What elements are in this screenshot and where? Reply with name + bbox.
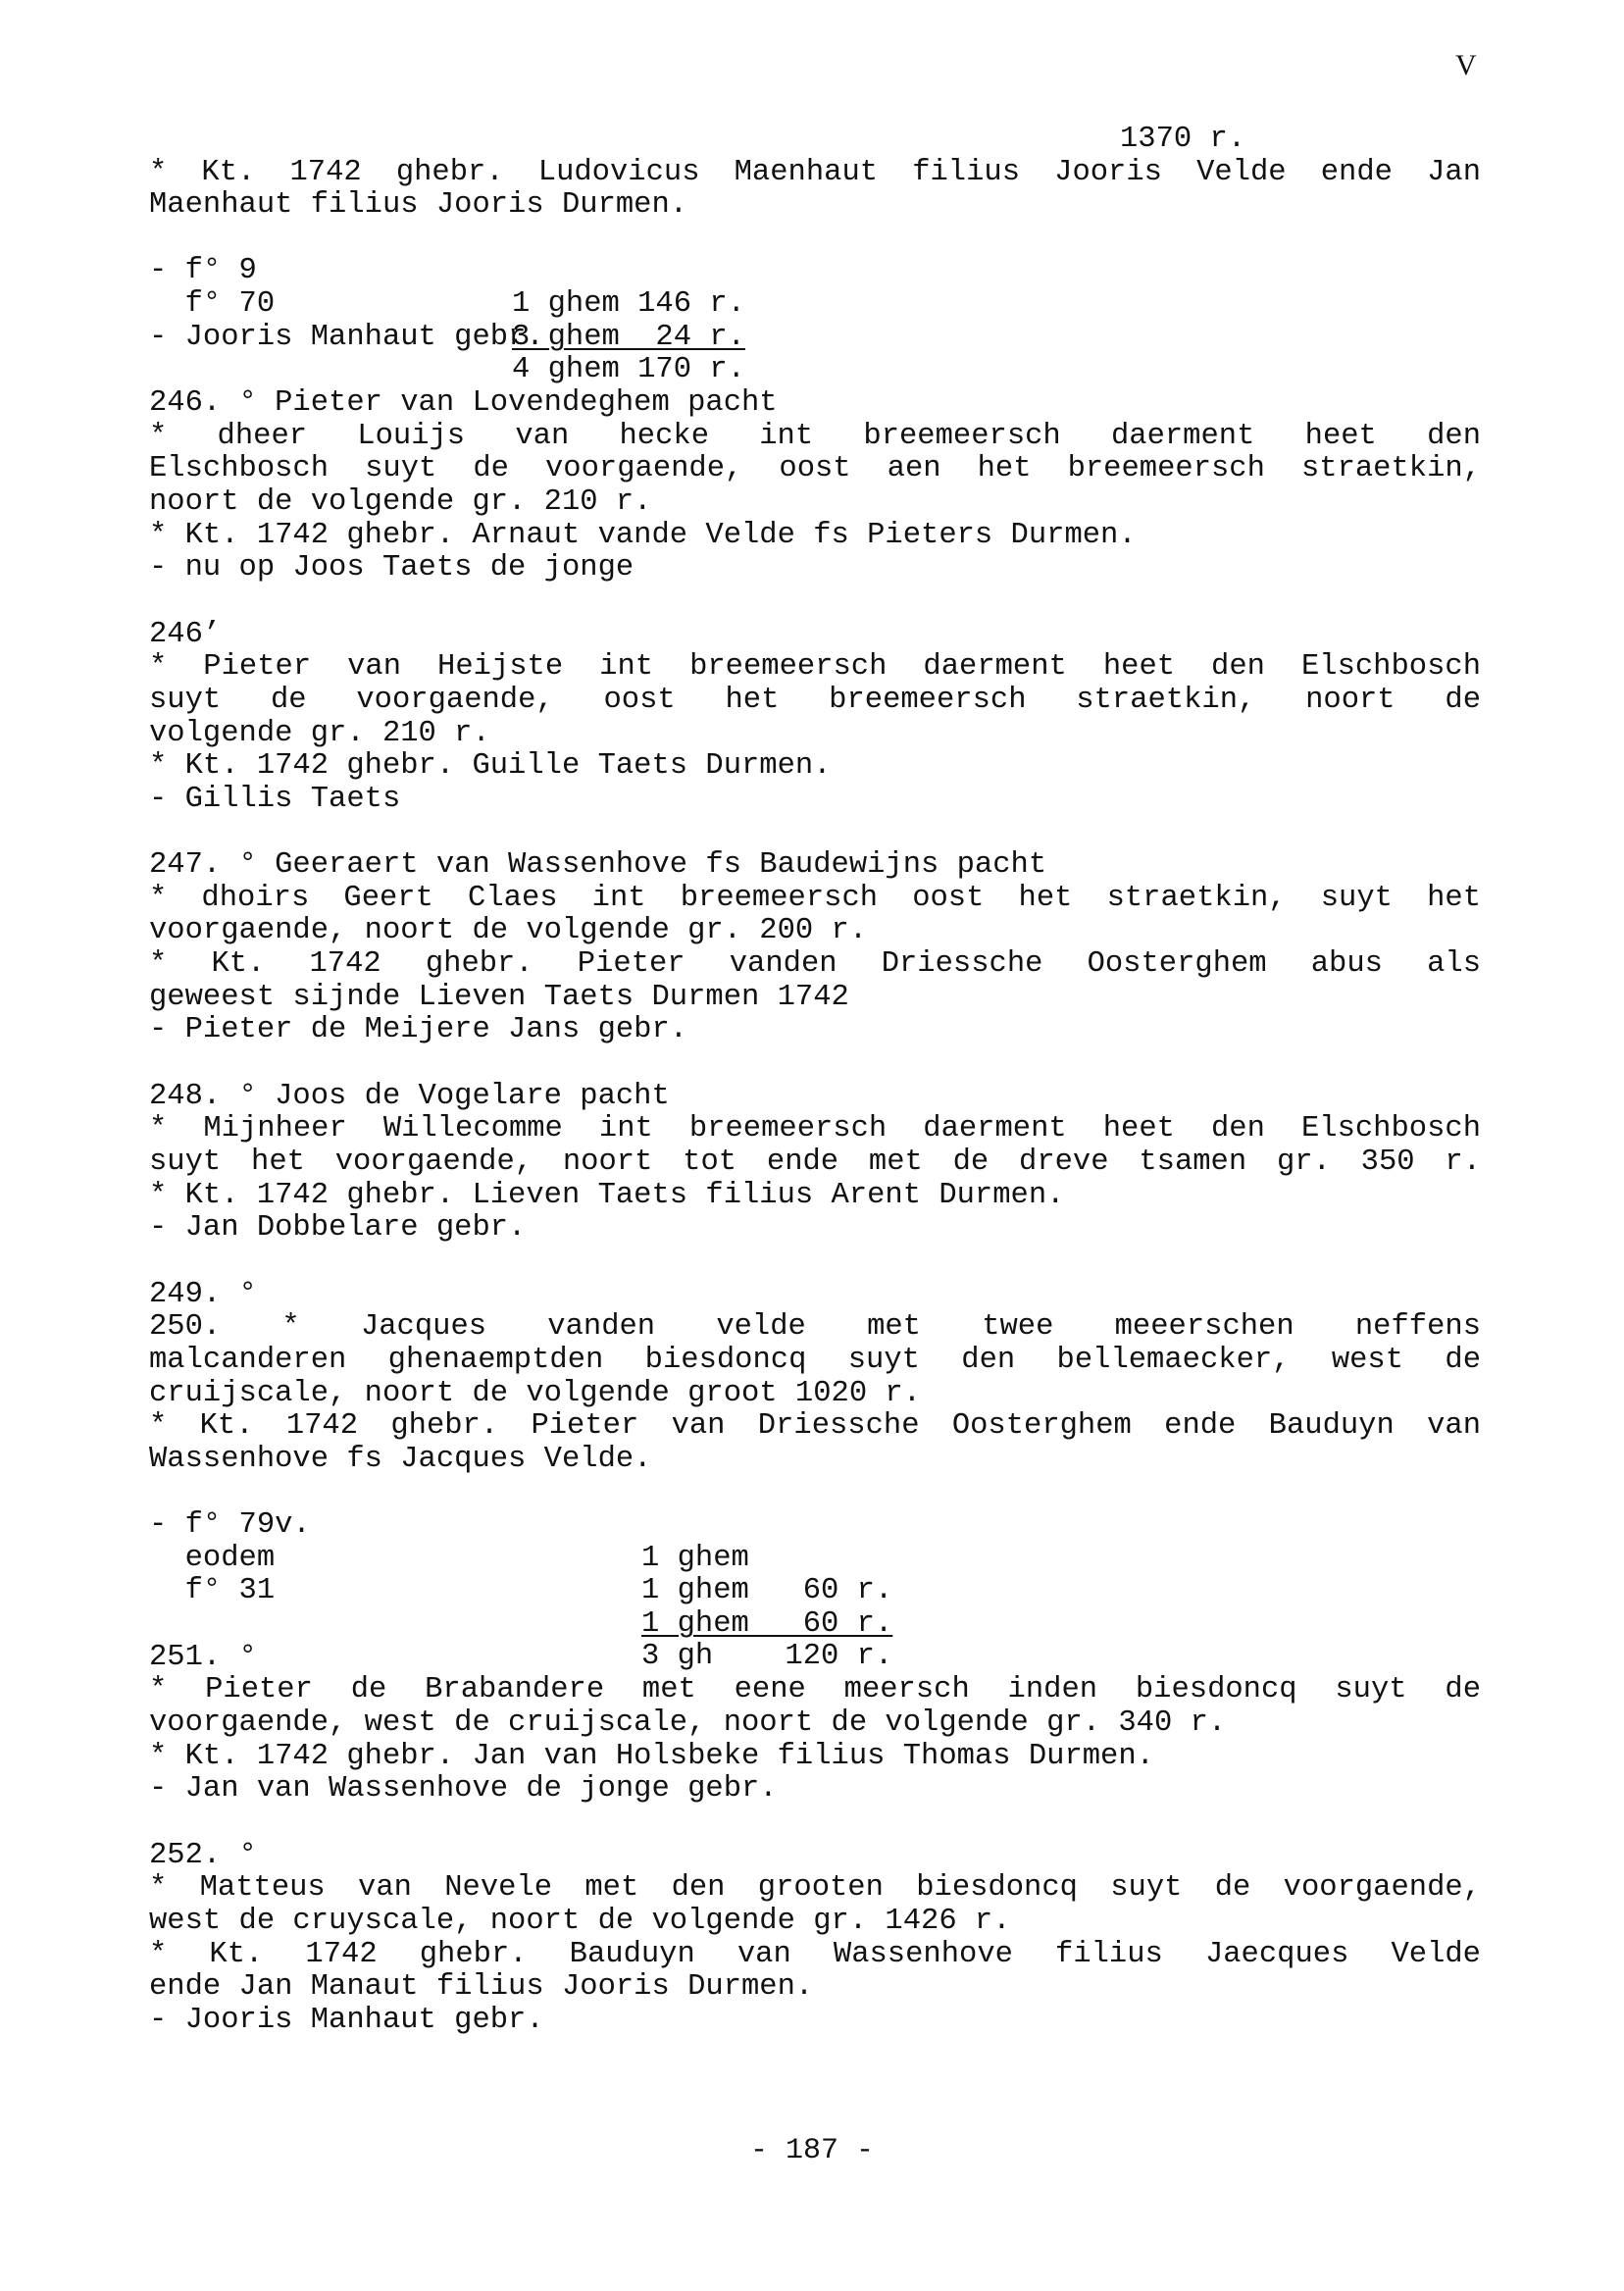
area-sum: 3 gh 120 r. [641,1640,893,1674]
entry-line: * Pieter van Heijste int breemeersch daerment heet den Elschbosch [149,650,1481,685]
folio-ref: f° 70 [149,286,276,321]
entry-line: * Kt. 1742 ghebr. Arnaut vande Velde fs Pieters Durmen. [149,518,1137,552]
entry-line: voorgaende, noort de volgende gr. 200 r. [149,914,868,948]
area-value: 1 ghem 146 r. [512,286,745,321]
entry-line: - Jooris Manhaut gebr. [149,2003,544,2037]
folio-ref: f° 31 [149,1574,276,1608]
entry-line: * Kt. 1742 ghebr. Ludovicus Maenhaut filius Jooris Velde ende Jan [149,155,1481,189]
entry-line: noort de volgende gr. 210 r. [149,484,652,519]
entry-line: Elschbosch suyt de voorgaende, oost aen het breemeersch straetkin, [149,452,1481,486]
entry-line: - Jan van Wassenhove de jonge gebr. [149,1772,778,1807]
entry-248 [149,1081,1481,1246]
entry-line: - Gillis Taets [149,782,401,816]
entry-heading: 247. ° Geeraert van Wassenhove fs Baudewijns pacht [149,848,1047,883]
entry-heading: 252. ° [149,1838,257,1872]
entry-heading: 246’ [149,617,222,651]
entry-heading: 246. ° Pieter van Lovendeghem pacht [149,386,778,421]
entry-line: * dhoirs Geert Claes int breemeersch oost het straetkin, suyt het [149,881,1481,915]
area-total: 1370 r. [1120,123,1246,156]
entry-line: * Mijnheer Willecomme int breemeersch daerment heet den Elschbosch [149,1112,1481,1146]
entry-line: west de cruyscale, noort de volgende gr. 1426 r. [149,1904,1011,1938]
area-value: 3 ghem 24 r. [512,320,745,354]
entry-line: suyt het voorgaende, noort tot ende met de dreve tsamen gr. 350 r. [149,1146,1481,1180]
entry-heading: 248. ° Joos de Vogelare pacht [149,1079,670,1113]
entry-252 [149,1840,1481,2038]
area-sum: 4 ghem 170 r. [512,353,745,387]
area-value: 1 ghem [641,1541,749,1575]
entry-line: volgende gr. 210 r. [149,716,490,750]
entry-line: Maenhaut filius Jooris Durmen. [149,188,688,223]
entry-line: * Kt. 1742 ghebr. Guille Taets Durmen. [149,749,832,784]
entry-246-prime [149,619,1481,817]
page-roman-numeral: V [1455,49,1477,81]
entry-line: - Pieter de Meijere Jans gebr. [149,1013,688,1047]
entry-line: Wassenhove fs Jacques Velde. [149,1442,652,1476]
entry-line: malcanderen ghenaemptden biesdoncq suyt den bellemaecker, west de [149,1344,1481,1377]
entry-line: * dheer Louijs van hecke int breemeersch daerment heet den [149,419,1481,453]
entry-line: * Matteus van Nevele met den grooten biesdoncq suyt de voorgaende, [149,1871,1481,1906]
entry-line: * Kt. 1742 ghebr. Lieven Taets filius Arent Durmen. [149,1178,1065,1212]
entry-line: cruijscale, noort de volgende groot 1020 r. [149,1376,922,1410]
area-value: 1 ghem 60 r. [641,1606,893,1641]
entry-line: * Pieter de Brabandere met eene meersch inden biesdoncq suyt de [149,1673,1481,1707]
entry-246 [149,387,1481,585]
entry-heading: 249. ° [149,1277,257,1311]
entry-line: geweest sijnde Lieven Taets Durmen 1742 [149,980,849,1014]
area-table-row [149,1543,1481,1641]
document-body [149,124,1481,2037]
entry-heading: 251. ° [149,1640,257,1674]
entry-line: * Kt. 1742 ghebr. Bauduyn van Wassenhove filius Jaecques Velde [149,1937,1481,1971]
entry-line: - Jan Dobbelare gebr. [149,1211,527,1246]
folio-ref: eodem [149,1541,276,1575]
entry-line: * Kt. 1742 ghebr. Pieter vanden Driessche Oosterghem abus als [149,947,1481,982]
entry-line: ende Jan Manaut filius Jooris Durmen. [149,1970,814,2005]
entry-line: * Kt. 1742 ghebr. Pieter van Driessche Oosterghem ende Bauduyn van [149,1409,1481,1444]
page-number: - 187 - [749,2134,875,2167]
area-value: 1 ghem 60 r. [641,1574,893,1608]
entry-line: - nu op Joos Taets de jonge [149,551,634,585]
folio-ref: - f° 79v. [149,1507,311,1542]
entry-line: suyt de voorgaende, oost het breemeersch straetkin, noort de [149,683,1481,717]
entry-continuation [149,123,1481,387]
folio-ref: - f° 9 [149,254,257,288]
entry-line: voorgaende, west de cruijscale, noort de volgende gr. 340 r. [149,1706,1227,1740]
entry-line: * Kt. 1742 ghebr. Jan van Holsbeke filius Thomas Durmen. [149,1739,1154,1773]
entry-line: - Jooris Manhaut gebr. [149,320,544,354]
entry-247 [149,849,1481,1047]
entry-line: 250. * Jacques vanden velde met twee meeerschen neffens [149,1310,1481,1345]
